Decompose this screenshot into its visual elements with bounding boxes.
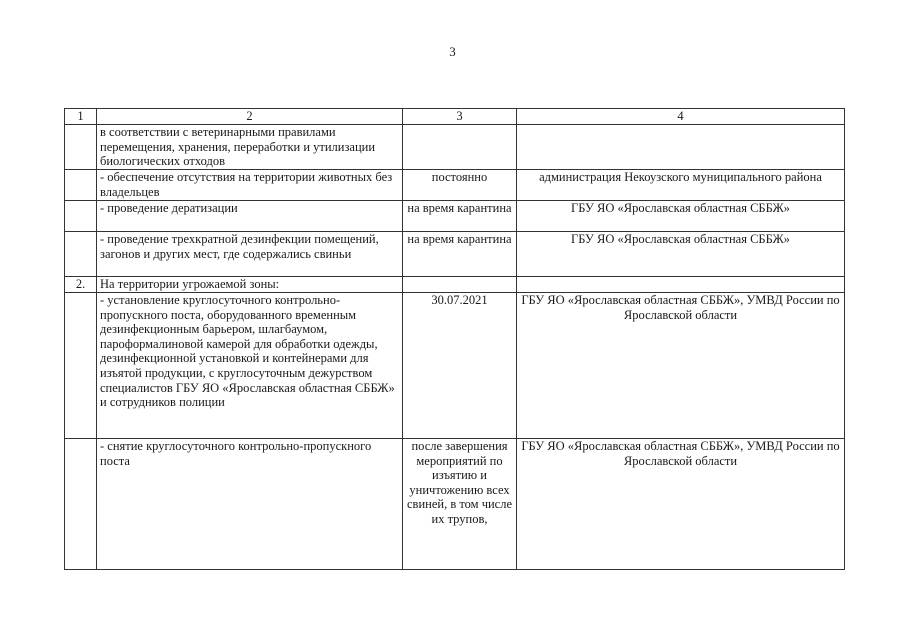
measures-table bbox=[64, 108, 845, 570]
measure-cell: - снятие круглосуточного контрольно-пропускного поста bbox=[97, 439, 403, 570]
header-col-4: 4 bbox=[517, 109, 845, 125]
measure-cell: в соответствии с ветеринарными правилами перемещения, хранения, переработки и утилизации биологических отходов bbox=[97, 125, 403, 170]
header-col-1: 1 bbox=[65, 109, 97, 125]
executor-cell: ГБУ ЯО «Ярославская областная СББЖ», УМВД России по Ярославской области bbox=[517, 439, 845, 570]
table-row bbox=[65, 293, 845, 439]
row-number: 2. bbox=[65, 277, 97, 293]
row-number bbox=[65, 293, 97, 439]
term-cell: 30.07.2021 bbox=[403, 293, 517, 439]
term-cell bbox=[403, 277, 517, 293]
row-number bbox=[65, 170, 97, 201]
table-row bbox=[65, 170, 845, 201]
table-row bbox=[65, 125, 845, 170]
header-col-3: 3 bbox=[403, 109, 517, 125]
term-cell: на время карантина bbox=[403, 232, 517, 277]
executor-cell: ГБУ ЯО «Ярославская областная СББЖ» bbox=[517, 232, 845, 277]
row-number bbox=[65, 439, 97, 570]
table-row bbox=[65, 277, 845, 293]
executor-cell bbox=[517, 125, 845, 170]
measure-cell: - проведение трехкратной дезинфекции помещений, загонов и других мест, где содержались свиньи bbox=[97, 232, 403, 277]
table-row bbox=[65, 201, 845, 232]
page-number: 3 bbox=[449, 44, 456, 59]
table-row bbox=[65, 439, 845, 570]
measure-cell: - установление круглосуточного контрольно-пропускного поста, оборудованного временным дезинфекционным барьером, шлагбаумом, пароформалиновой камерой для обработки одежды, дезинфекционной установкой и контейнерами для изъятой продукции, с круглосуточным дежурством специалистов ГБУ ЯО «Ярославская областная СББЖ» и сотрудников полиции bbox=[97, 293, 403, 439]
term-cell: на время карантина bbox=[403, 201, 517, 232]
executor-cell: администрация Некоузского муниципального района bbox=[517, 170, 845, 201]
executor-cell bbox=[517, 277, 845, 293]
row-number bbox=[65, 232, 97, 277]
executor-cell: ГБУ ЯО «Ярославская областная СББЖ», УМВД России по Ярославской области bbox=[517, 293, 845, 439]
term-cell bbox=[403, 125, 517, 170]
executor-cell: ГБУ ЯО «Ярославская областная СББЖ» bbox=[517, 201, 845, 232]
measure-cell: - проведение дератизации bbox=[97, 201, 403, 232]
row-number bbox=[65, 125, 97, 170]
table-row bbox=[65, 232, 845, 277]
row-number bbox=[65, 201, 97, 232]
header-col-2: 2 bbox=[97, 109, 403, 125]
section-title: На территории угрожаемой зоны: bbox=[97, 277, 403, 293]
term-cell: постоянно bbox=[403, 170, 517, 201]
measure-cell: - обеспечение отсутствия на территории животных без владельцев bbox=[97, 170, 403, 201]
table-header-row bbox=[65, 109, 845, 125]
term-cell: после завершения мероприятий по изъятию и уничтожению всех свиней, в том числе их трупов, bbox=[403, 439, 517, 570]
